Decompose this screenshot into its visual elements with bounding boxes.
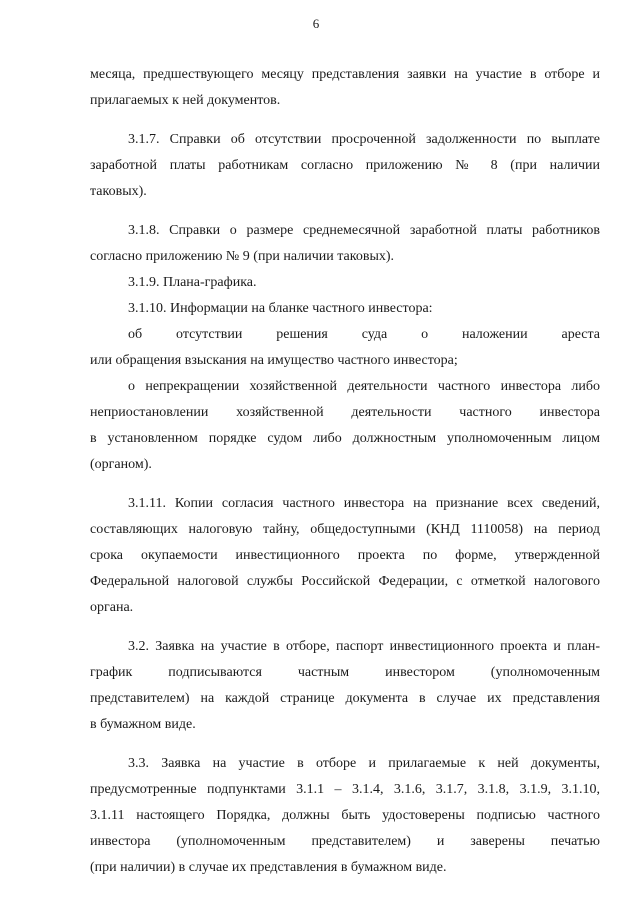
document-body xyxy=(90,62,600,881)
paragraph-3-2 xyxy=(90,634,600,738)
text-line: 3.3. Заявка на участие в отборе и прилагаемые к ней документы, xyxy=(128,756,600,771)
text-line: заработной платы работникам согласно приложению № 8 (при наличии xyxy=(90,158,600,173)
text-line: график подписываются частным инвестором (уполномоченным xyxy=(90,665,600,680)
text-line: 3.1.9. Плана-графика. xyxy=(128,275,257,290)
text-line: составляющих налоговую тайну, общедоступными (КНД 1110058) на период xyxy=(90,522,600,537)
text-line: или обращения взыскания на имущество частного инвестора; xyxy=(90,353,458,368)
text-line: 3.1.7. Справки об отсутствии просроченной задолженности по выплате xyxy=(128,132,600,147)
paragraph-no-arrest xyxy=(90,322,600,374)
paragraph-3-1-7 xyxy=(90,127,600,205)
text-line: 3.2. Заявка на участие в отборе, паспорт инвестиционного проекта и план- xyxy=(128,639,600,654)
text-line: согласно приложению № 9 (при наличии таковых). xyxy=(90,249,395,264)
paragraph-activity-continuation xyxy=(90,374,600,478)
text-line: представителем) на каждой странице документа в случае их представления xyxy=(90,691,600,706)
text-line: инвестора (уполномоченным представителем) и заверены печатью xyxy=(90,834,600,849)
paragraph-continuation xyxy=(90,62,600,114)
paragraph-3-1-11 xyxy=(90,491,600,621)
text-line: в бумажном виде. xyxy=(90,717,196,732)
text-line: прилагаемых к ней документов. xyxy=(90,93,281,108)
text-line: неприостановлении хозяйственной деятельности частного инвестора xyxy=(90,405,600,420)
text-line: 3.1.10. Информации на бланке частного инвестора: xyxy=(128,301,433,316)
text-line: 3.1.11 настоящего Порядка, должны быть удостоверены подписью частного xyxy=(90,808,600,823)
text-line: (органом). xyxy=(90,457,152,472)
paragraph-3-3 xyxy=(90,751,600,881)
text-line: в установленном порядке судом либо должностным уполномоченным лицом xyxy=(90,431,600,446)
text-line: предусмотренные подпунктами 3.1.1 – 3.1.4, 3.1.6, 3.1.7, 3.1.8, 3.1.9, 3.1.10, xyxy=(90,782,600,797)
text-line: о непрекращении хозяйственной деятельности частного инвестора либо xyxy=(128,379,600,394)
text-line: месяца, предшествующего месяцу представления заявки на участие в отборе и xyxy=(90,67,600,82)
text-line: 3.1.8. Справки о размере среднемесячной заработной платы работников xyxy=(128,223,600,238)
page-number: 6 xyxy=(312,16,320,31)
text-line: (при наличии) в случае их представления в бумажном виде. xyxy=(90,860,447,875)
text-line: об отсутствии решения суда о наложении ареста xyxy=(128,327,600,342)
paragraph-3-1-9 xyxy=(90,270,600,296)
text-line: таковых). xyxy=(90,184,147,199)
text-line: 3.1.11. Копии согласия частного инвестора на признание всех сведений, xyxy=(128,496,600,511)
text-line: Федеральной налоговой службы Российской Федерации, с отметкой налогового xyxy=(90,574,600,589)
text-line: срока окупаемости инвестиционного проекта по форме, утвержденной xyxy=(90,548,600,563)
paragraph-3-1-8 xyxy=(90,218,600,270)
paragraph-3-1-10 xyxy=(90,296,600,322)
text-line: органа. xyxy=(90,600,134,615)
